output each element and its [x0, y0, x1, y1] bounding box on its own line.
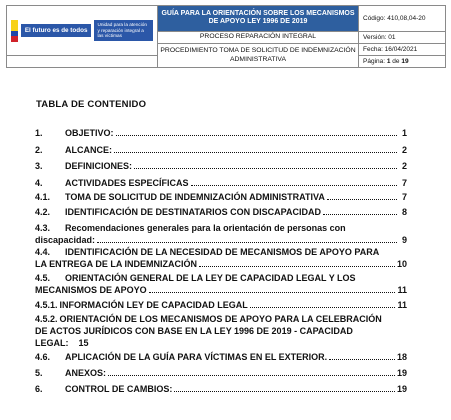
- toc-entry[interactable]: 4.1. TOMA DE SOLICITUD DE INDEMNIZACIÓN ADMINISTRATIVA 7: [35, 192, 407, 202]
- toc-entry[interactable]: 4.5.1. INFORMACIÓN LEY DE CAPACIDAD LEGAL 11: [35, 300, 407, 310]
- document-header: [6, 5, 446, 68]
- toc-entry[interactable]: 4.3. Recomendaciones generales para la orientación de personas con discapacidad: 9: [35, 223, 407, 245]
- institution-logo: [7, 6, 157, 55]
- dot-leader: [134, 168, 397, 169]
- dot-leader: [199, 266, 395, 267]
- toc-entry[interactable]: 5. ANEXOS: 19: [35, 368, 407, 378]
- dot-leader: [108, 375, 395, 376]
- toc-entry[interactable]: 4.2. IDENTIFICACIÓN DE DESTINATARIOS CON DISCAPACIDAD 8: [35, 207, 407, 217]
- toc-entry[interactable]: 4.5. ORIENTACIÓN GENERAL DE LA LEY DE CAPACIDAD LEGAL Y LOS MECANISMOS DE APOYO 11: [35, 273, 407, 295]
- toc-entry[interactable]: 4.5.2. ORIENTACIÓN DE LOS MECANISMOS DE APOYO PARA LA CELEBRACIÓN DE ACTOS JURÍDICOS CON BASE EN LA LEY 1996 DE 2019 - CAPACIDAD LEGAL: 15: [35, 314, 382, 348]
- toc-entry[interactable]: 1. OBJETIVO: 1: [35, 128, 407, 138]
- dot-leader: [191, 185, 397, 186]
- dot-leader: [250, 307, 396, 308]
- toc-entry[interactable]: 4.6. APLICACIÓN DE LA GUÍA PARA VÍCTIMAS EN EL EXTERIOR. 18: [35, 352, 407, 362]
- dot-leader: [116, 135, 397, 136]
- page-number: Página: 1 de 19: [359, 56, 446, 68]
- dot-leader: [323, 214, 397, 215]
- toc-entry[interactable]: 4.4. IDENTIFICACIÓN DE LA NECESIDAD DE MECANISMOS DE APOYO PARA LA ENTREGA DE LA INDEMNIZACIÓN 10: [35, 247, 407, 269]
- dot-leader: [114, 152, 397, 153]
- procedure-name: PROCEDIMIENTO TOMA DE SOLICITUD DE INDEMNIZACIÓN ADMINISTRATIVA: [158, 44, 359, 68]
- logo-cell-bottom: [7, 56, 158, 68]
- toc-title: TABLA DE CONTENIDO: [36, 99, 147, 110]
- dot-leader: [327, 199, 397, 200]
- logo-sub-text: Unidad para la atención y reparación integral a las víctimas: [94, 20, 153, 41]
- dot-leader: [174, 391, 395, 392]
- document-code: Código: 410,08,04-20: [359, 6, 446, 32]
- dot-leader: [97, 242, 397, 243]
- document-version: Versión: 01: [359, 31, 446, 44]
- dot-leader: [329, 359, 395, 360]
- document-date: Fecha: 16/04/2021: [359, 44, 446, 56]
- toc-entry[interactable]: 3. DEFINICIONES: 2: [35, 161, 407, 171]
- logo-cell: [7, 6, 158, 56]
- document-title: GUÍA PARA LA ORIENTACIÓN SOBRE LOS MECANISMOS DE APOYO LEY 1996 DE 2019: [158, 6, 359, 32]
- process-name: PROCESO REPARACIÓN INTEGRAL: [158, 31, 359, 44]
- dot-leader: [149, 292, 396, 293]
- logo-main-text: El futuro es de todos: [21, 24, 92, 37]
- colombia-flag-icon: [11, 20, 18, 42]
- toc-entry[interactable]: 6. CONTROL DE CAMBIOS: 19: [35, 384, 407, 394]
- toc-entry[interactable]: 4. ACTIVIDADES ESPECÍFICAS 7: [35, 178, 407, 188]
- toc-entry[interactable]: 2. ALCANCE: 2: [35, 145, 407, 155]
